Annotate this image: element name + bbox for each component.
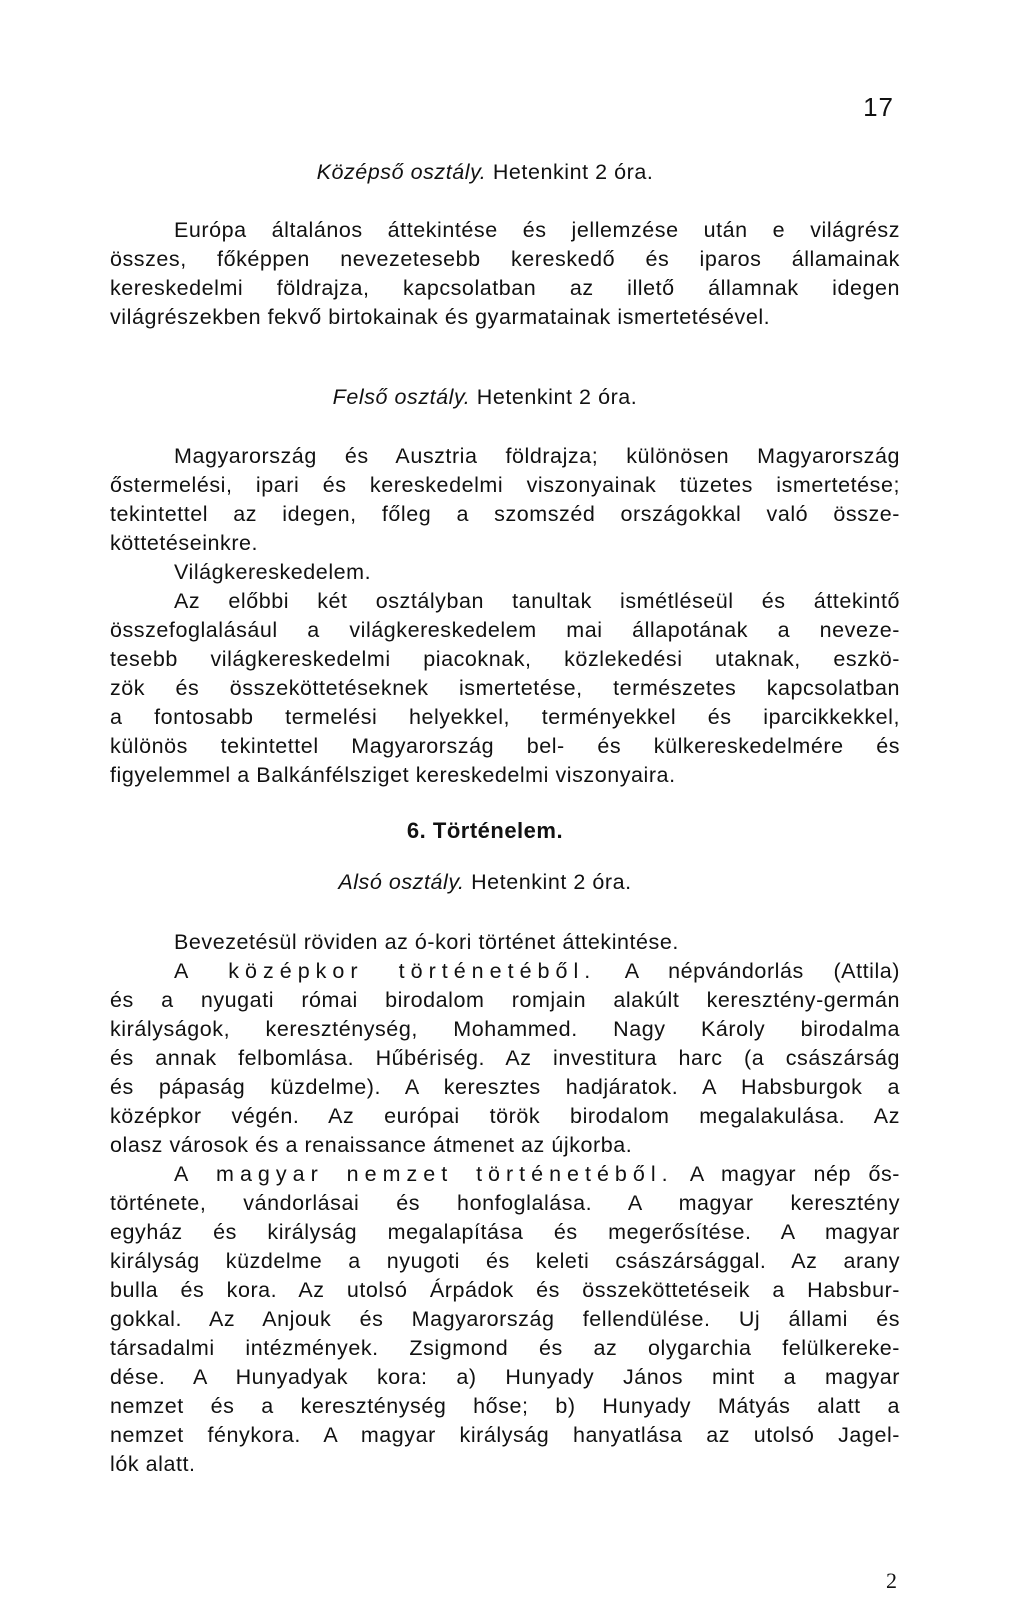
magyar-line: társadalmi intézmények. Zsigmond és az olygarchia felülkereke- xyxy=(110,1336,900,1360)
magyar-spaced-heading: A magyar nemzet történetéből. xyxy=(174,1162,674,1186)
kozepkor-line: és pápaság küzdelme). A keresztes hadjáratok. A Habsburgok a xyxy=(110,1075,900,1099)
magyar-first-line xyxy=(110,1160,900,1189)
kozepkor-spaced-heading: A középkor történetéből. xyxy=(174,959,597,983)
magyar-line: nemzet fénykora. A magyar királyság hanyatlása az utolsó Jagel- xyxy=(110,1423,900,1447)
felso-line: köttetéseinkre. xyxy=(110,531,259,555)
section-title: 6. Történelem. xyxy=(406,818,564,843)
kozepkor-line: és annak felbomlása. Hűbériség. Az investitura harc (a császárság xyxy=(110,1046,900,1070)
felso-line: Az előbbi két osztályban tanultak ismétléseül és áttekintő xyxy=(174,589,900,613)
felso-line: tekintettel az idegen, főleg a szomszéd országokkal való össze- xyxy=(110,502,900,526)
felso-line: zök és összeköttetéseknek ismertetése, természetes kapcsolatban xyxy=(110,676,900,700)
felso-line: Magyarország és Ausztria földrajza; különösen Magyarország xyxy=(174,444,900,468)
felso-heading xyxy=(90,383,880,412)
kozepso-heading-rest: Hetenkint 2 óra. xyxy=(486,160,654,184)
kozepkor-line: középkor végén. Az európai török birodalom megalakulása. Az xyxy=(110,1104,900,1128)
kozepso-line: összes, főképpen nevezetesebb kereskedő és iparos államainak xyxy=(110,247,900,271)
kozepkor-line: és a nyugati római birodalom romjain alakúlt keresztény-germán xyxy=(110,988,900,1012)
magyar-line: nemzet és a kereszténység hőse; b) Hunyady Mátyás alatt a xyxy=(110,1394,900,1418)
felso-heading-rest: Hetenkint 2 óra. xyxy=(470,385,638,409)
tortenelem-paragraph xyxy=(110,928,900,1479)
kozepso-heading xyxy=(90,158,880,187)
also-heading-rest: Hetenkint 2 óra. xyxy=(464,870,632,894)
also-heading xyxy=(90,868,880,897)
kozepso-paragraph xyxy=(110,216,900,332)
kozepso-heading-italic: Középső osztály. xyxy=(316,160,487,184)
felso-heading-italic: Felső osztály. xyxy=(332,385,471,409)
signature-mark: 2 xyxy=(886,1568,897,1593)
kozepso-line: kereskedelmi földrajza, kapcsolatban az illető államnak idegen xyxy=(110,276,900,300)
intro-line: Bevezetésül röviden az ó-kori történet áttekintése. xyxy=(174,930,679,954)
felso-paragraph xyxy=(110,442,900,790)
magyar-line: gokkal. Az Anjouk és Magyarország fellendülése. Uj állami és xyxy=(110,1307,900,1331)
felso-line: figyelemmel a Balkánfélsziget kereskedelmi viszonyaira. xyxy=(110,763,676,787)
kozepso-line: Európa általános áttekintése és jellemzése után e világrész xyxy=(174,218,900,242)
felso-line: Világkereskedelem. xyxy=(174,560,372,584)
kozepso-line: világrészekben fekvő birtokainak és gyarmatainak ismertetésével. xyxy=(110,305,771,329)
kozepkor-line: olasz városok és a renaissance átmenet az újkorba. xyxy=(110,1133,633,1157)
magyar-line: egyház és királyság megalapítása és megerősítése. A magyar xyxy=(110,1220,900,1244)
magyar-line: dése. A Hunyadyak kora: a) Hunyady János mint a magyar xyxy=(110,1365,900,1389)
page-number: 17 xyxy=(863,92,894,122)
also-heading-italic: Alsó osztály. xyxy=(338,870,465,894)
felso-line: összefoglalásául a világkereskedelem mai állapotának a neveze- xyxy=(110,618,900,642)
felso-line: őstermelési, ipari és kereskedelmi viszonyainak tüzetes ismertetése; xyxy=(110,473,900,497)
magyar-line: királyság küzdelme a nyugoti és keleti császársággal. Az arany xyxy=(110,1249,900,1273)
kozepkor-first-rest: A népvándorlás (Attila) xyxy=(596,959,900,983)
kozepkor-first-line xyxy=(110,957,900,986)
magyar-line: bulla és kora. Az utolsó Árpádok és összeköttetéseik a Habsbur- xyxy=(110,1278,900,1302)
felso-line: a fontosabb termelési helyekkel, terményekkel és iparcikkekkel, xyxy=(110,705,900,729)
felso-line: tesebb világkereskedelmi piacoknak, közlekedési utaknak, eszkö- xyxy=(110,647,900,671)
magyar-first-rest: A magyar nép ős- xyxy=(673,1162,900,1186)
magyar-line: lók alatt. xyxy=(110,1452,196,1476)
magyar-line: története, vándorlásai és honfoglalása. A magyar keresztény xyxy=(110,1191,900,1215)
kozepkor-line: királyságok, kereszténység, Mohammed. Nagy Károly birodalma xyxy=(110,1017,900,1041)
felso-line: különös tekintettel Magyarország bel- és külkereskedelmére és xyxy=(110,734,900,758)
